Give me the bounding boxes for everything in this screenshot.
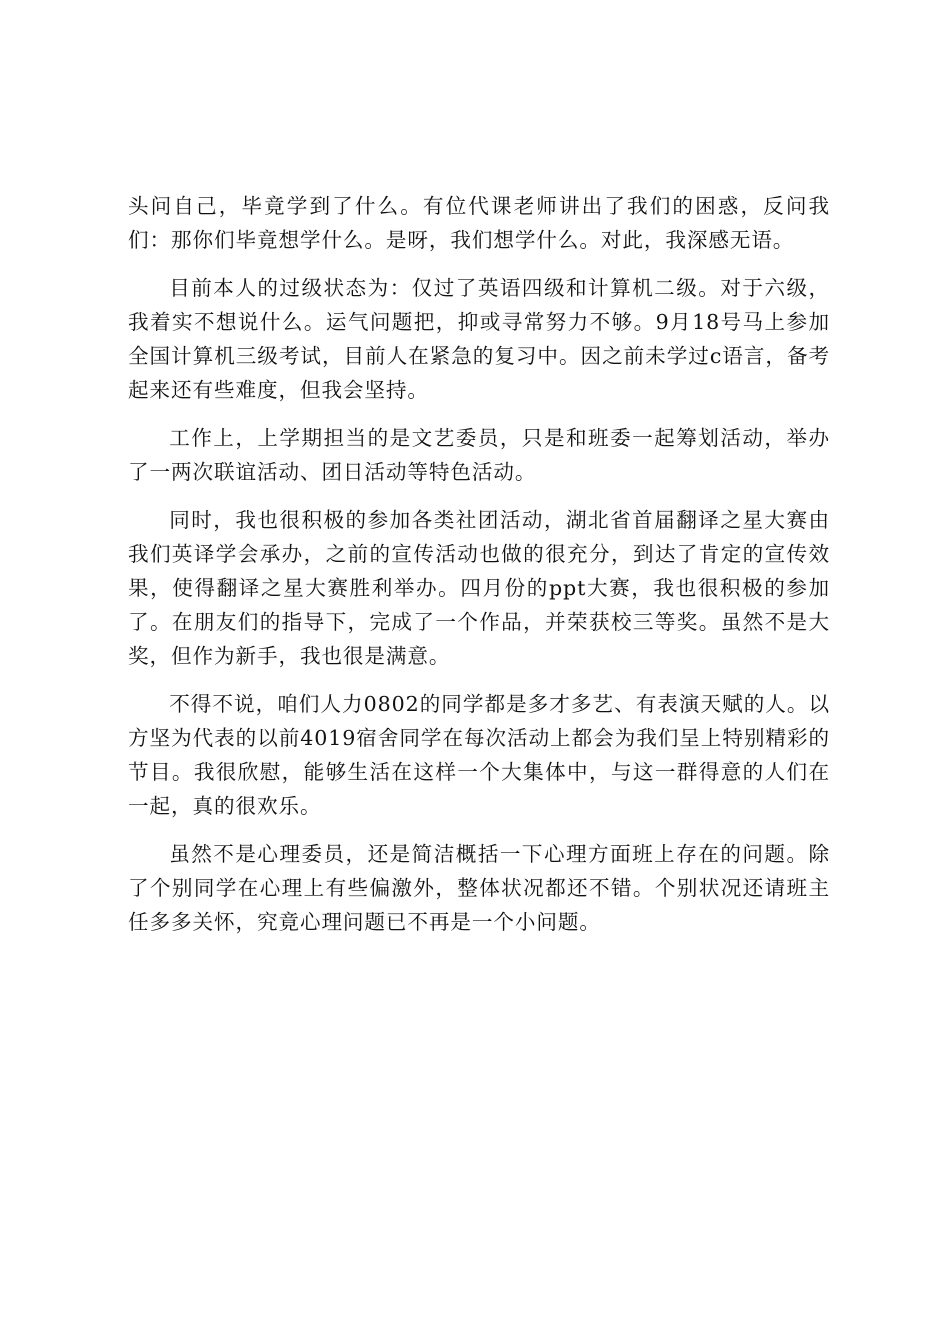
paragraph-3: 工作上，上学期担当的是文艺委员，只是和班委一起筹划活动，举办了一两次联谊活动、团日活动等特色活动。 xyxy=(128,426,830,484)
paragraph-1: 头问自己，毕竟学到了什么。有位代课老师讲出了我们的困惑，反问我们：那你们毕竟想学什么。是呀，我们想学什么。对此，我深感无语。 xyxy=(128,194,830,252)
paragraph-6: 虽然不是心理委员，还是简洁概括一下心理方面班上存在的问题。除了个别同学在心理上有些偏激外，整体状况都还不错。个别状况还请班主任多多关怀，究竟心理问题已不再是一个小问题。 xyxy=(128,841,830,934)
document-body xyxy=(128,190,830,939)
paragraph-2: 目前本人的过级状态为：仅过了英语四级和计算机二级。对于六级，我着实不想说什么。运气问题把，抑或寻常努力不够。9月18号马上参加全国计算机三级考试，目前人在紧急的复习中。因之前未学过c语言，备考起来还有些难度，但我会坚持。 xyxy=(128,276,830,402)
paragraph-4: 同时，我也很积极的参加各类社团活动，湖北省首届翻译之星大赛由我们英译学会承办，之前的宣传活动也做的很充分，到达了肯定的宣传效果，使得翻译之星大赛胜利举办。四月份的ppt大赛，我也很积极的参加了。在朋友们的指导下，完成了一个作品，并荣获校三等奖。虽然不是大奖，但作为新手，我也很是满意。 xyxy=(128,508,830,668)
paragraph-5: 不得不说，咱们人力0802的同学都是多才多艺、有表演天赋的人。以方坚为代表的以前4019宿舍同学在每次活动上都会为我们呈上特别精彩的节目。我很欣慰，能够生活在这样一个大集体中，与这一群得意的人们在一起，真的很欢乐。 xyxy=(128,692,830,818)
